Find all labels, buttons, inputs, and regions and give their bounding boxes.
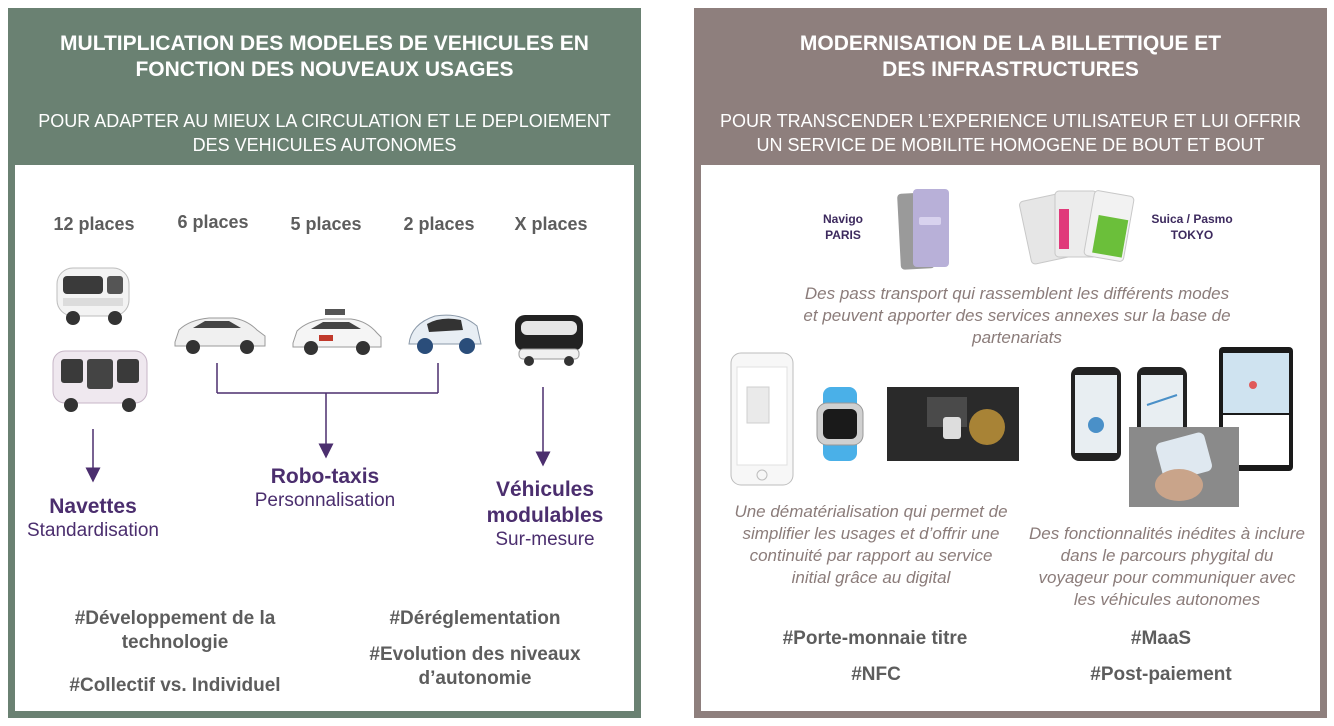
places-label-4: 2 places bbox=[403, 214, 475, 234]
category-robotaxis-title: Robo-taxis bbox=[270, 465, 380, 488]
left-title: MULTIPLICATION DES MODELES DE VEHICULES EN FONCTION DES NOUVEAUX USAGES bbox=[60, 32, 589, 81]
tag-porte-monnaie: #Porte-monnaie titre bbox=[782, 628, 968, 649]
category-modulables-title: Véhicules modulables bbox=[486, 478, 604, 527]
watch-image bbox=[811, 387, 873, 461]
maas-phone-1 bbox=[1069, 365, 1125, 465]
tag-maas: #MaaS bbox=[1130, 628, 1192, 649]
category-navettes bbox=[13, 494, 173, 542]
tag-post-paiement: #Post-paiement bbox=[1090, 664, 1232, 685]
tag-evolution-autonomie: #Evolution des niveaux d’autonomie bbox=[369, 644, 581, 689]
category-navettes-title: Navettes bbox=[49, 495, 137, 518]
right-header bbox=[701, 15, 1320, 165]
places-label-5: X places bbox=[514, 214, 588, 234]
navigo-card-image bbox=[897, 187, 957, 273]
category-robotaxis-sub: Personnalisation bbox=[254, 490, 396, 511]
phone-image bbox=[729, 351, 799, 491]
right-body bbox=[701, 165, 1320, 711]
right-title: MODERNISATION DE LA BILLETTIQUE ET DES INFRASTRUCTURES bbox=[799, 32, 1222, 81]
navigo-label-line1: Navigo bbox=[822, 212, 863, 226]
places-label-3: 5 places bbox=[290, 214, 362, 234]
places-label-1: 12 places bbox=[53, 214, 135, 234]
category-robotaxis bbox=[235, 464, 415, 512]
right-panel bbox=[694, 8, 1327, 718]
category-modulables-sub: Sur-mesure bbox=[495, 529, 595, 550]
suica-label-line1: Suica / Pasmo bbox=[1151, 212, 1233, 226]
category-navettes-sub: Standardisation bbox=[26, 520, 160, 541]
nfc-payment-image bbox=[887, 387, 1019, 461]
maas-hand-phone bbox=[1129, 427, 1239, 507]
places-label-2: 6 places bbox=[177, 212, 249, 232]
suica-label-line2: TOKYO bbox=[1170, 228, 1214, 242]
fonctionnalites-text: Des fonctionnalités inédites à inclure dans le parcours phygital du voyageur pour communiquer avec les véhicules autonomes bbox=[1029, 524, 1305, 609]
suica-label bbox=[1137, 211, 1247, 243]
tag-developpement: #Développement de la technologie bbox=[74, 608, 276, 653]
left-header bbox=[15, 15, 634, 165]
navigo-label-line2: PARIS bbox=[825, 228, 861, 242]
suica-card-image bbox=[1019, 183, 1137, 273]
left-panel bbox=[8, 8, 641, 718]
right-subtitle: POUR TRANSCENDER L’EXPERIENCE UTILISATEUR ET LUI OFFRIR UN SERVICE DE MOBILITE HOMOGENE DE BOUT ET BOUT bbox=[719, 111, 1302, 155]
category-modulables bbox=[475, 477, 615, 551]
tag-nfc: #NFC bbox=[851, 664, 901, 685]
pass-text: Des pass transport qui rassemblent les différents modes et peuvent apporter des services annexes sur la base de partenariats bbox=[803, 284, 1231, 347]
tag-collectif: #Collectif vs. Individuel bbox=[69, 675, 281, 696]
left-subtitle: POUR ADAPTER AU MIEUX LA CIRCULATION ET LE DEPLOIEMENT DES VEHICULES AUTONOMES bbox=[38, 111, 611, 155]
navigo-label bbox=[803, 211, 883, 243]
tag-dereglementation: #Déréglementation bbox=[389, 608, 561, 629]
left-body bbox=[15, 165, 634, 711]
dematerialisation-text: Une dématérialisation qui permet de simplifier les usages et d’offrir une continuité par rapport au service initial grâce au digital bbox=[734, 502, 1008, 587]
